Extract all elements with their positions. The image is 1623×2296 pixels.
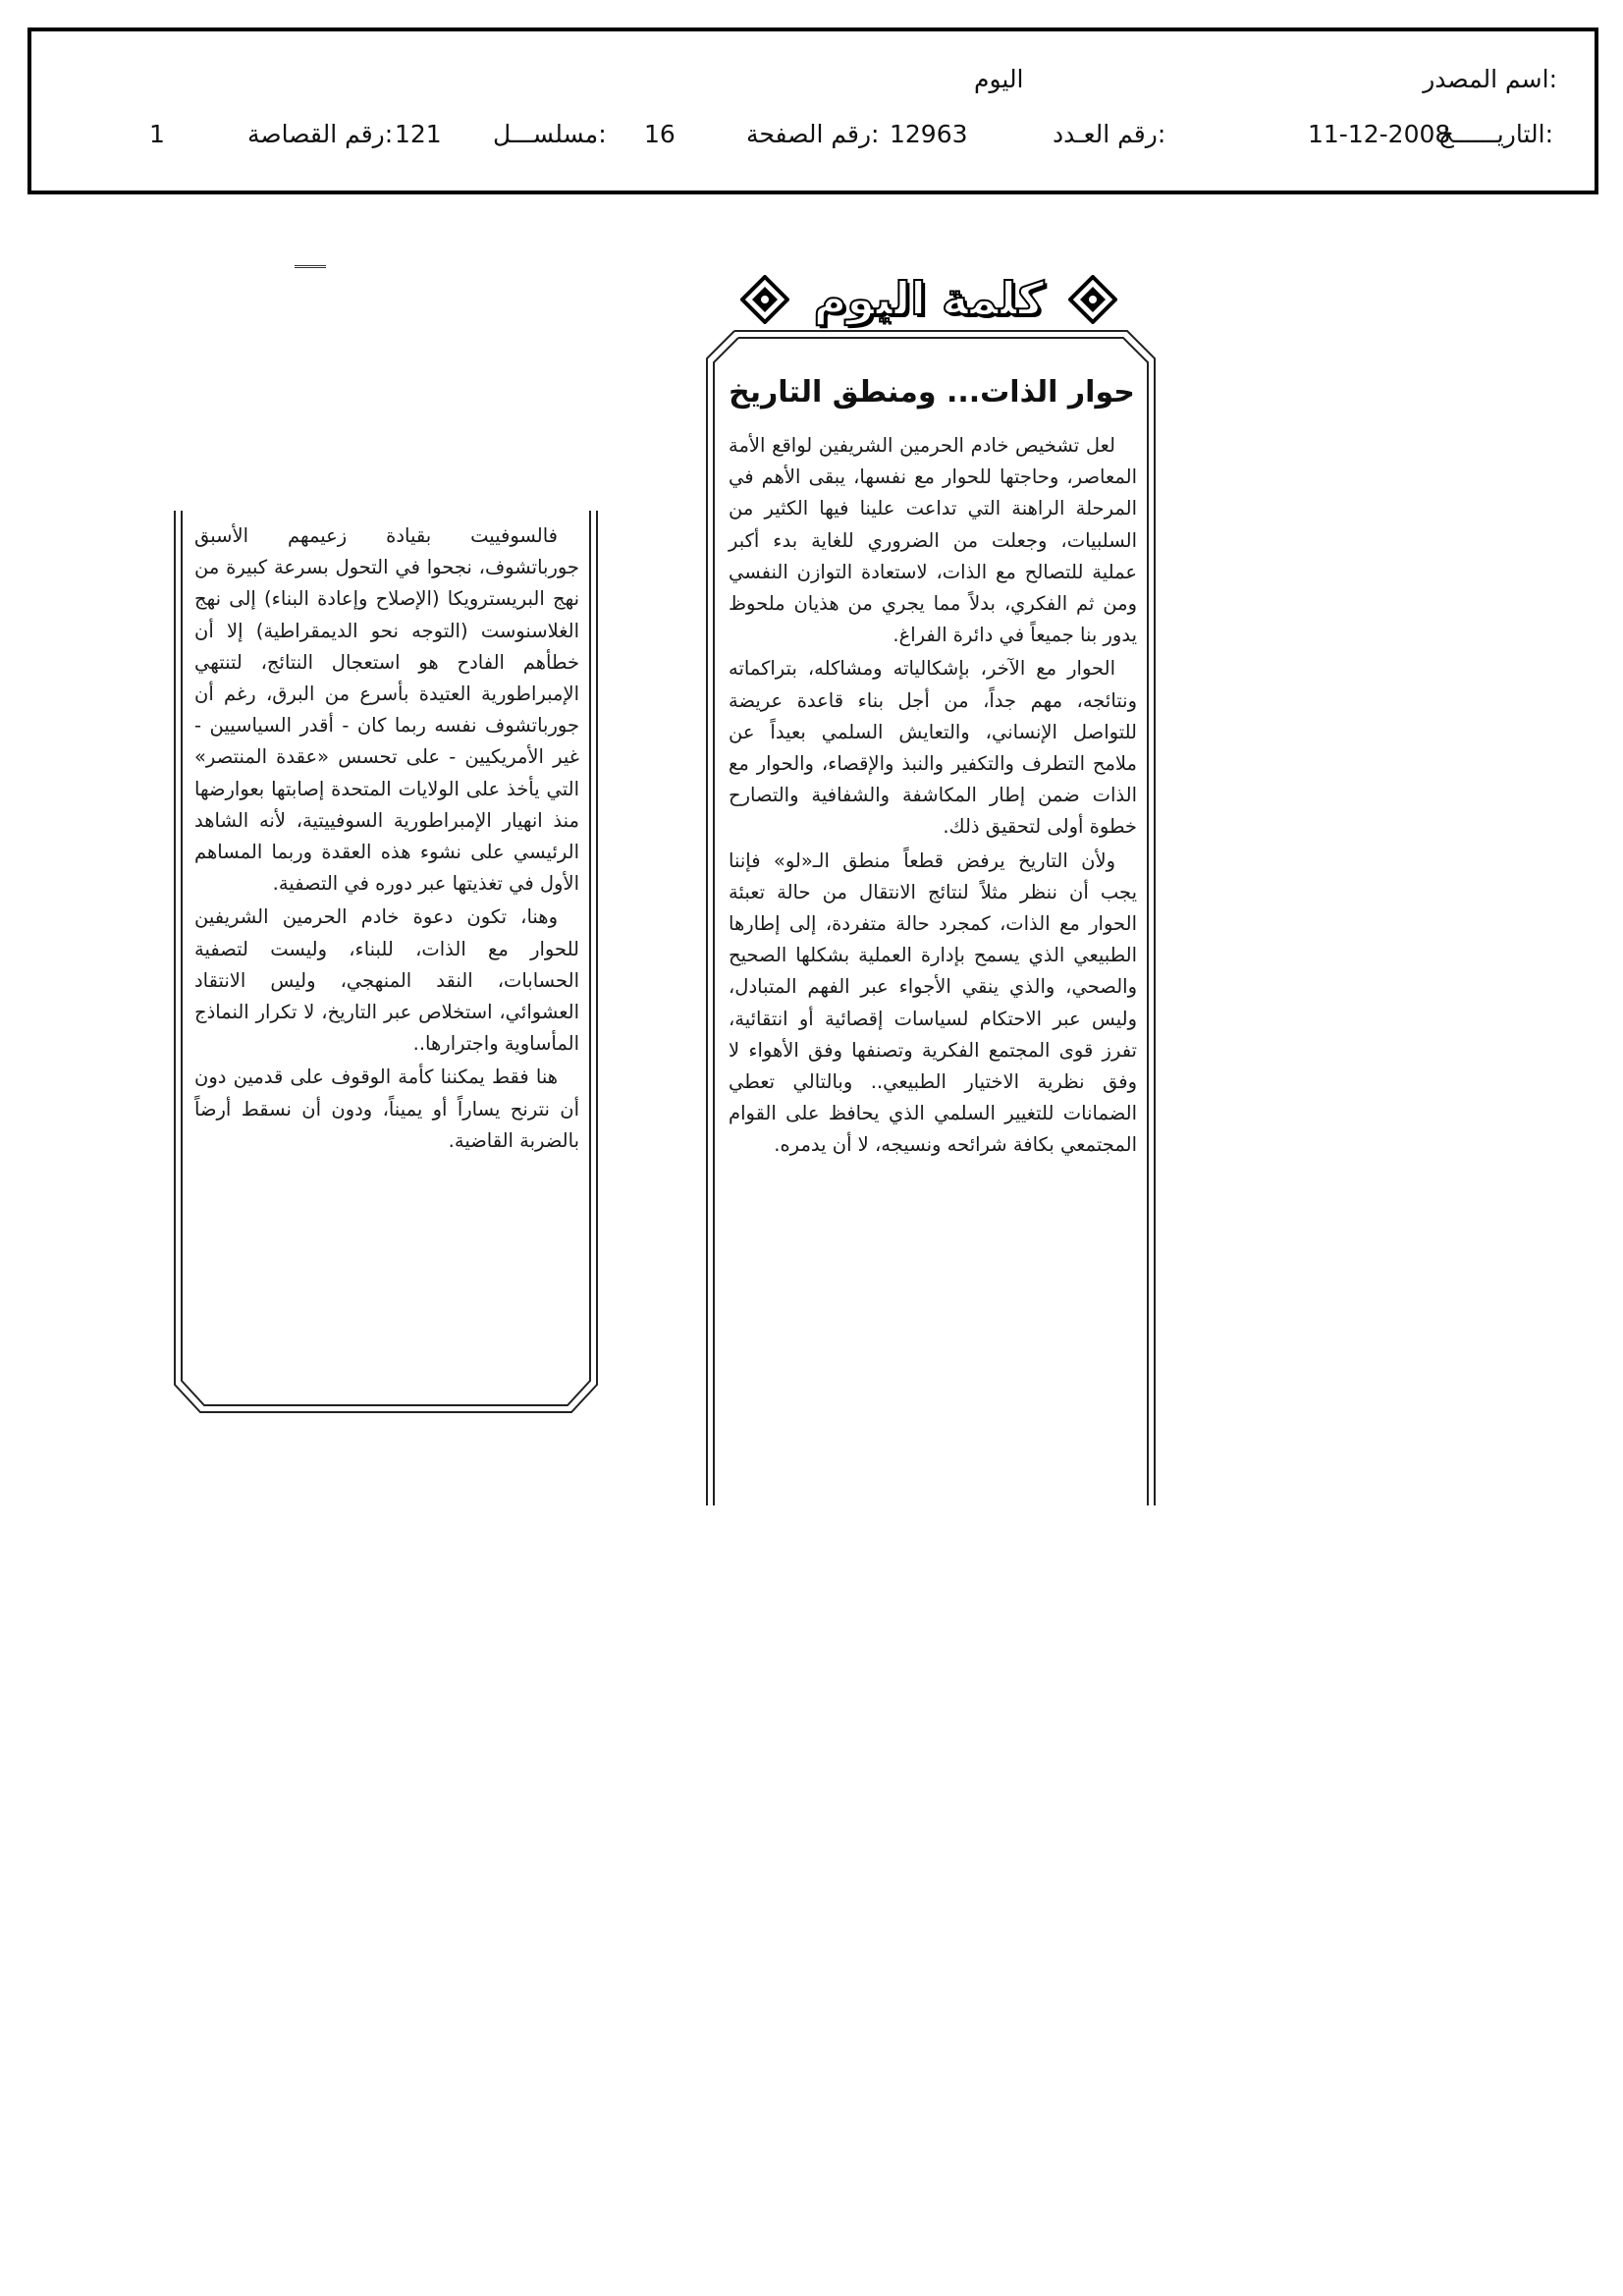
- article-paragraph: الحوار مع الآخر، بإشكالياته ومشاكله، بتراكماته ونتائجه، مهم جداً، من أجل بناء قاعدة عريضة للتواصل الإنساني، والتعايش السلمي بعيداً عن ملامح التطرف والتكفير والنبذ والإقصاء، والحوار مع الذات ضمن إطار المكاشفة والشفافية والتصارح خطوة أولى لتحقيق ذلك.: [729, 657, 1137, 839]
- clip-label: رقم القصاصة:: [247, 120, 394, 148]
- serial-label: مسلســـل:: [493, 120, 607, 148]
- issue-label: رقم العـدد:: [1053, 120, 1166, 148]
- page-value: 16: [644, 120, 676, 148]
- column-logo: [738, 265, 1119, 336]
- serial-value: 121: [395, 120, 442, 148]
- date-label: التاريــــــخ:: [1437, 120, 1553, 148]
- source-value: اليوم: [974, 65, 1024, 93]
- article-paragraph: فالسوفييت بقيادة زعيمهم الأسبق جورباتشوف، نجحوا في التحول بسرعة كبيرة من نهج البريسترويكا (الإصلاح وإعادة البناء) إلى نهج الغلاسنوست (التوجه نحو الديمقراطية) إلا أن خطأهم الفادح هو استعجال النتائج، لتنتهي الإمبراطورية العتيدة بأسرع من البرق، رغم أن جورباتشوف نفسه ربما كان - أقدر السياسيين - غير الأمريكيين - على تحسس «عقدة المنتصر» التي يأخذ على الولايات المتحدة إصابتها بعوارضها منذ انهيار الإمبراطورية السوفييتية، لأنه الشاهد الرئيسي على نشوء هذه العقدة وربما المساهم الأول في تغذيتها عبر دوره في التصفية.: [194, 524, 579, 896]
- logo-text: كلمة اليوم: [813, 272, 1045, 325]
- clip-value: 1: [149, 120, 165, 148]
- page-label: رقم الصفحة:: [746, 120, 880, 148]
- article-paragraph: لعل تشخيص خادم الحرمين الشريفين لواقع الأمة المعاصر، وحاجتها للحوار مع نفسها، يبقى الأهم في المرحلة الراهنة التي تداعت علينا فيها الكثير من السلبيات، وجعلت من الضروري للغاية بدء أكبر عملية للتصالح مع الذات، لاستعادة التوازن النفسي ومن ثم الفكري، بدلاً مما يجري من هذيان ملحوظ يدور بنا جميعاً في دائرة الفراغ.: [729, 434, 1137, 647]
- article-paragraph: هنا فقط يمكننا كأمة الوقوف على قدمين دون أن نترنح يساراً أو يميناً، ودون أن نسقط أرضاً بالضربة القاضية.: [194, 1066, 579, 1152]
- article-paragraph: وهنا، تكون دعوة خادم الحرمين الشريفين للحوار مع الذات، للبناء، وليست لتصفية الحسابات، النقد المنهجي، وليس الانتقاد العشوائي، استخلاص عبر التاريخ، لا تكرار النماذج المأساوية واجترارها..: [194, 905, 579, 1056]
- logo-ornament-icon: [740, 275, 789, 324]
- article-right-column: [729, 430, 1137, 1164]
- issue-value: 12963: [890, 120, 968, 148]
- article-left-column: [194, 520, 579, 1159]
- logo-ornament-icon: [1068, 275, 1117, 324]
- column-divider-mark: [295, 265, 326, 268]
- source-info-box: [27, 27, 1598, 194]
- source-label: اسم المصدر:: [1423, 65, 1557, 93]
- article-headline: حوار الذات... ومنطق التاريخ: [729, 375, 1135, 410]
- article-paragraph: ولأن التاريخ يرفض قطعاً منطق الـ«لو» فإننا يجب أن ننظر مثلاً لنتائج الانتقال من حالة تعبئة الحوار مع الذات، كمجرد حالة متفردة، إلى إطارها الطبيعي الذي يسمح بإدارة العملية بشكلها الصحيح والصحي، والذي ينقي الأجواء عبر الفهم المتبادل، وليس عبر الاحتكام لسياسات إقصائية أو انتقائية، تفرز قوى المجتمع الفكرية وتصنفها وفق الأهواء لا وفق نظرية الاختيار الطبيعي.. وبالتالي تعطي الضمانات للتغيير السلمي الذي يحافظ على القوام المجتمعي بكافة شرائحه ونسيجه، لا أن يدمره.: [729, 848, 1137, 1157]
- date-value: 11-12-2008: [1308, 120, 1451, 148]
